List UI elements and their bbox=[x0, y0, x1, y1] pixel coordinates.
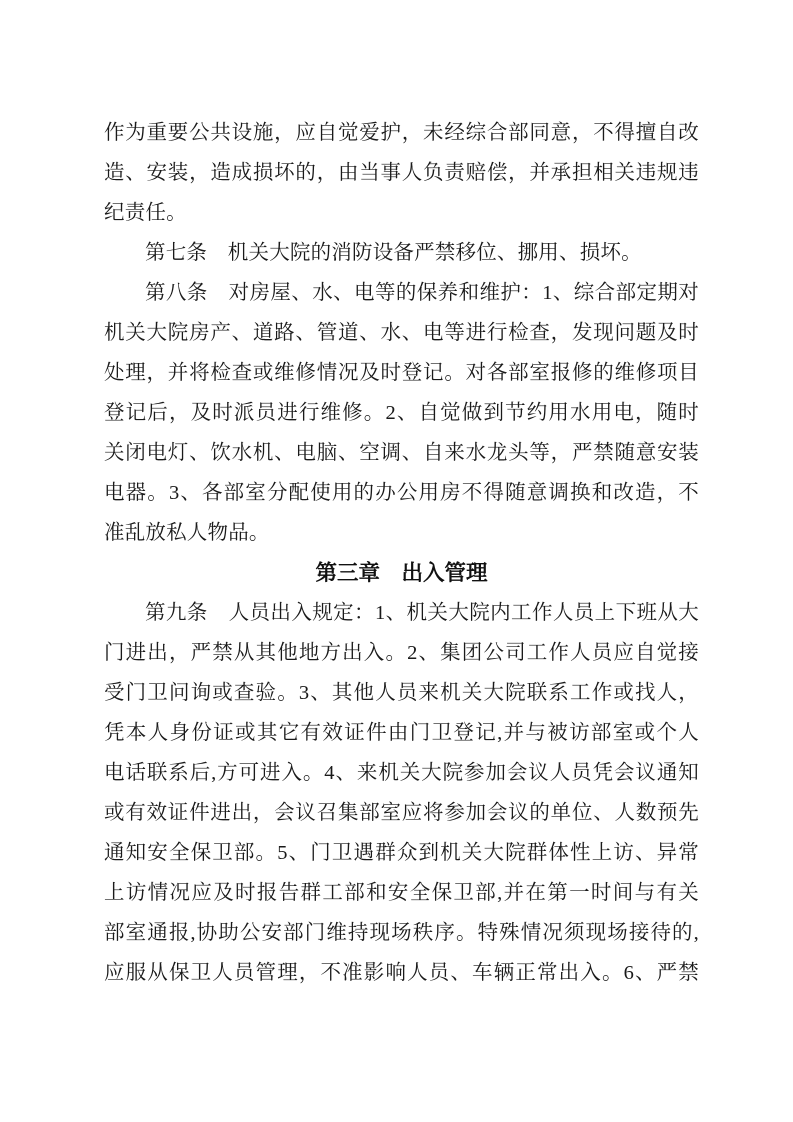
document-text-line: 部室通报,协助公安部门维持现场秩序。特殊情况须现场接待的, bbox=[104, 922, 699, 944]
document-text-line: 第九条 人员出入规定：1、机关大院内工作人员上下班从大 bbox=[145, 602, 699, 624]
document-text-line: 通知安全保卫部。5、门卫遇群众到机关大院群体性上访、异常 bbox=[104, 842, 699, 864]
document-text-line: 门进出，严禁从其他地方出入。2、集团公司工作人员应自觉接 bbox=[104, 642, 699, 664]
document-text-line: 关闭电灯、饮水机、电脑、空调、自来水龙头等，严禁随意安装 bbox=[104, 442, 699, 464]
document-text-line: 作为重要公共设施，应自觉爱护，未经综合部同意，不得擅自改 bbox=[104, 122, 699, 144]
document-text-line: 或有效证件进出，会议召集部室应将参加会议的单位、人数预先 bbox=[104, 802, 699, 824]
document-text-line: 受门卫问询或查验。3、其他人员来机关大院联系工作或找人， bbox=[104, 682, 699, 704]
document-text-line: 第八条 对房屋、水、电等的保养和维护：1、综合部定期对 bbox=[145, 282, 699, 304]
document-text-line: 造、安装，造成损坏的，由当事人负责赔偿，并承担相关违规违 bbox=[104, 162, 699, 184]
document-text-line: 处理，并将检查或维修情况及时登记。对各部室报修的维修项目 bbox=[104, 362, 699, 384]
document-text-line: 机关大院房产、道路、管道、水、电等进行检查，发现问题及时 bbox=[104, 322, 699, 344]
document-text-line: 应服从保卫人员管理，不准影响人员、车辆正常出入。6、严禁 bbox=[104, 962, 699, 984]
document-body bbox=[104, 113, 699, 993]
document-text-line: 上访情况应及时报告群工部和安全保卫部,并在第一时间与有关 bbox=[104, 882, 699, 904]
document-text-line: 登记后，及时派员进行维修。2、自觉做到节约用水用电，随时 bbox=[104, 402, 699, 424]
document-text-line: 电话联系后,方可进入。4、来机关大院参加会议人员凭会议通知 bbox=[104, 762, 699, 784]
document-text-line: 第七条 机关大院的消防设备严禁移位、挪用、损坏。 bbox=[145, 242, 642, 264]
document-text-line: 电器。3、各部室分配使用的办公用房不得随意调换和改造，不 bbox=[104, 482, 699, 504]
document-text-line: 凭本人身份证或其它有效证件由门卫登记,并与被访部室或个人 bbox=[104, 722, 699, 744]
document-text-line: 纪责任。 bbox=[104, 202, 187, 224]
chapter-heading: 第三章 出入管理 bbox=[315, 561, 488, 585]
document-text-line: 准乱放私人物品。 bbox=[104, 522, 270, 544]
